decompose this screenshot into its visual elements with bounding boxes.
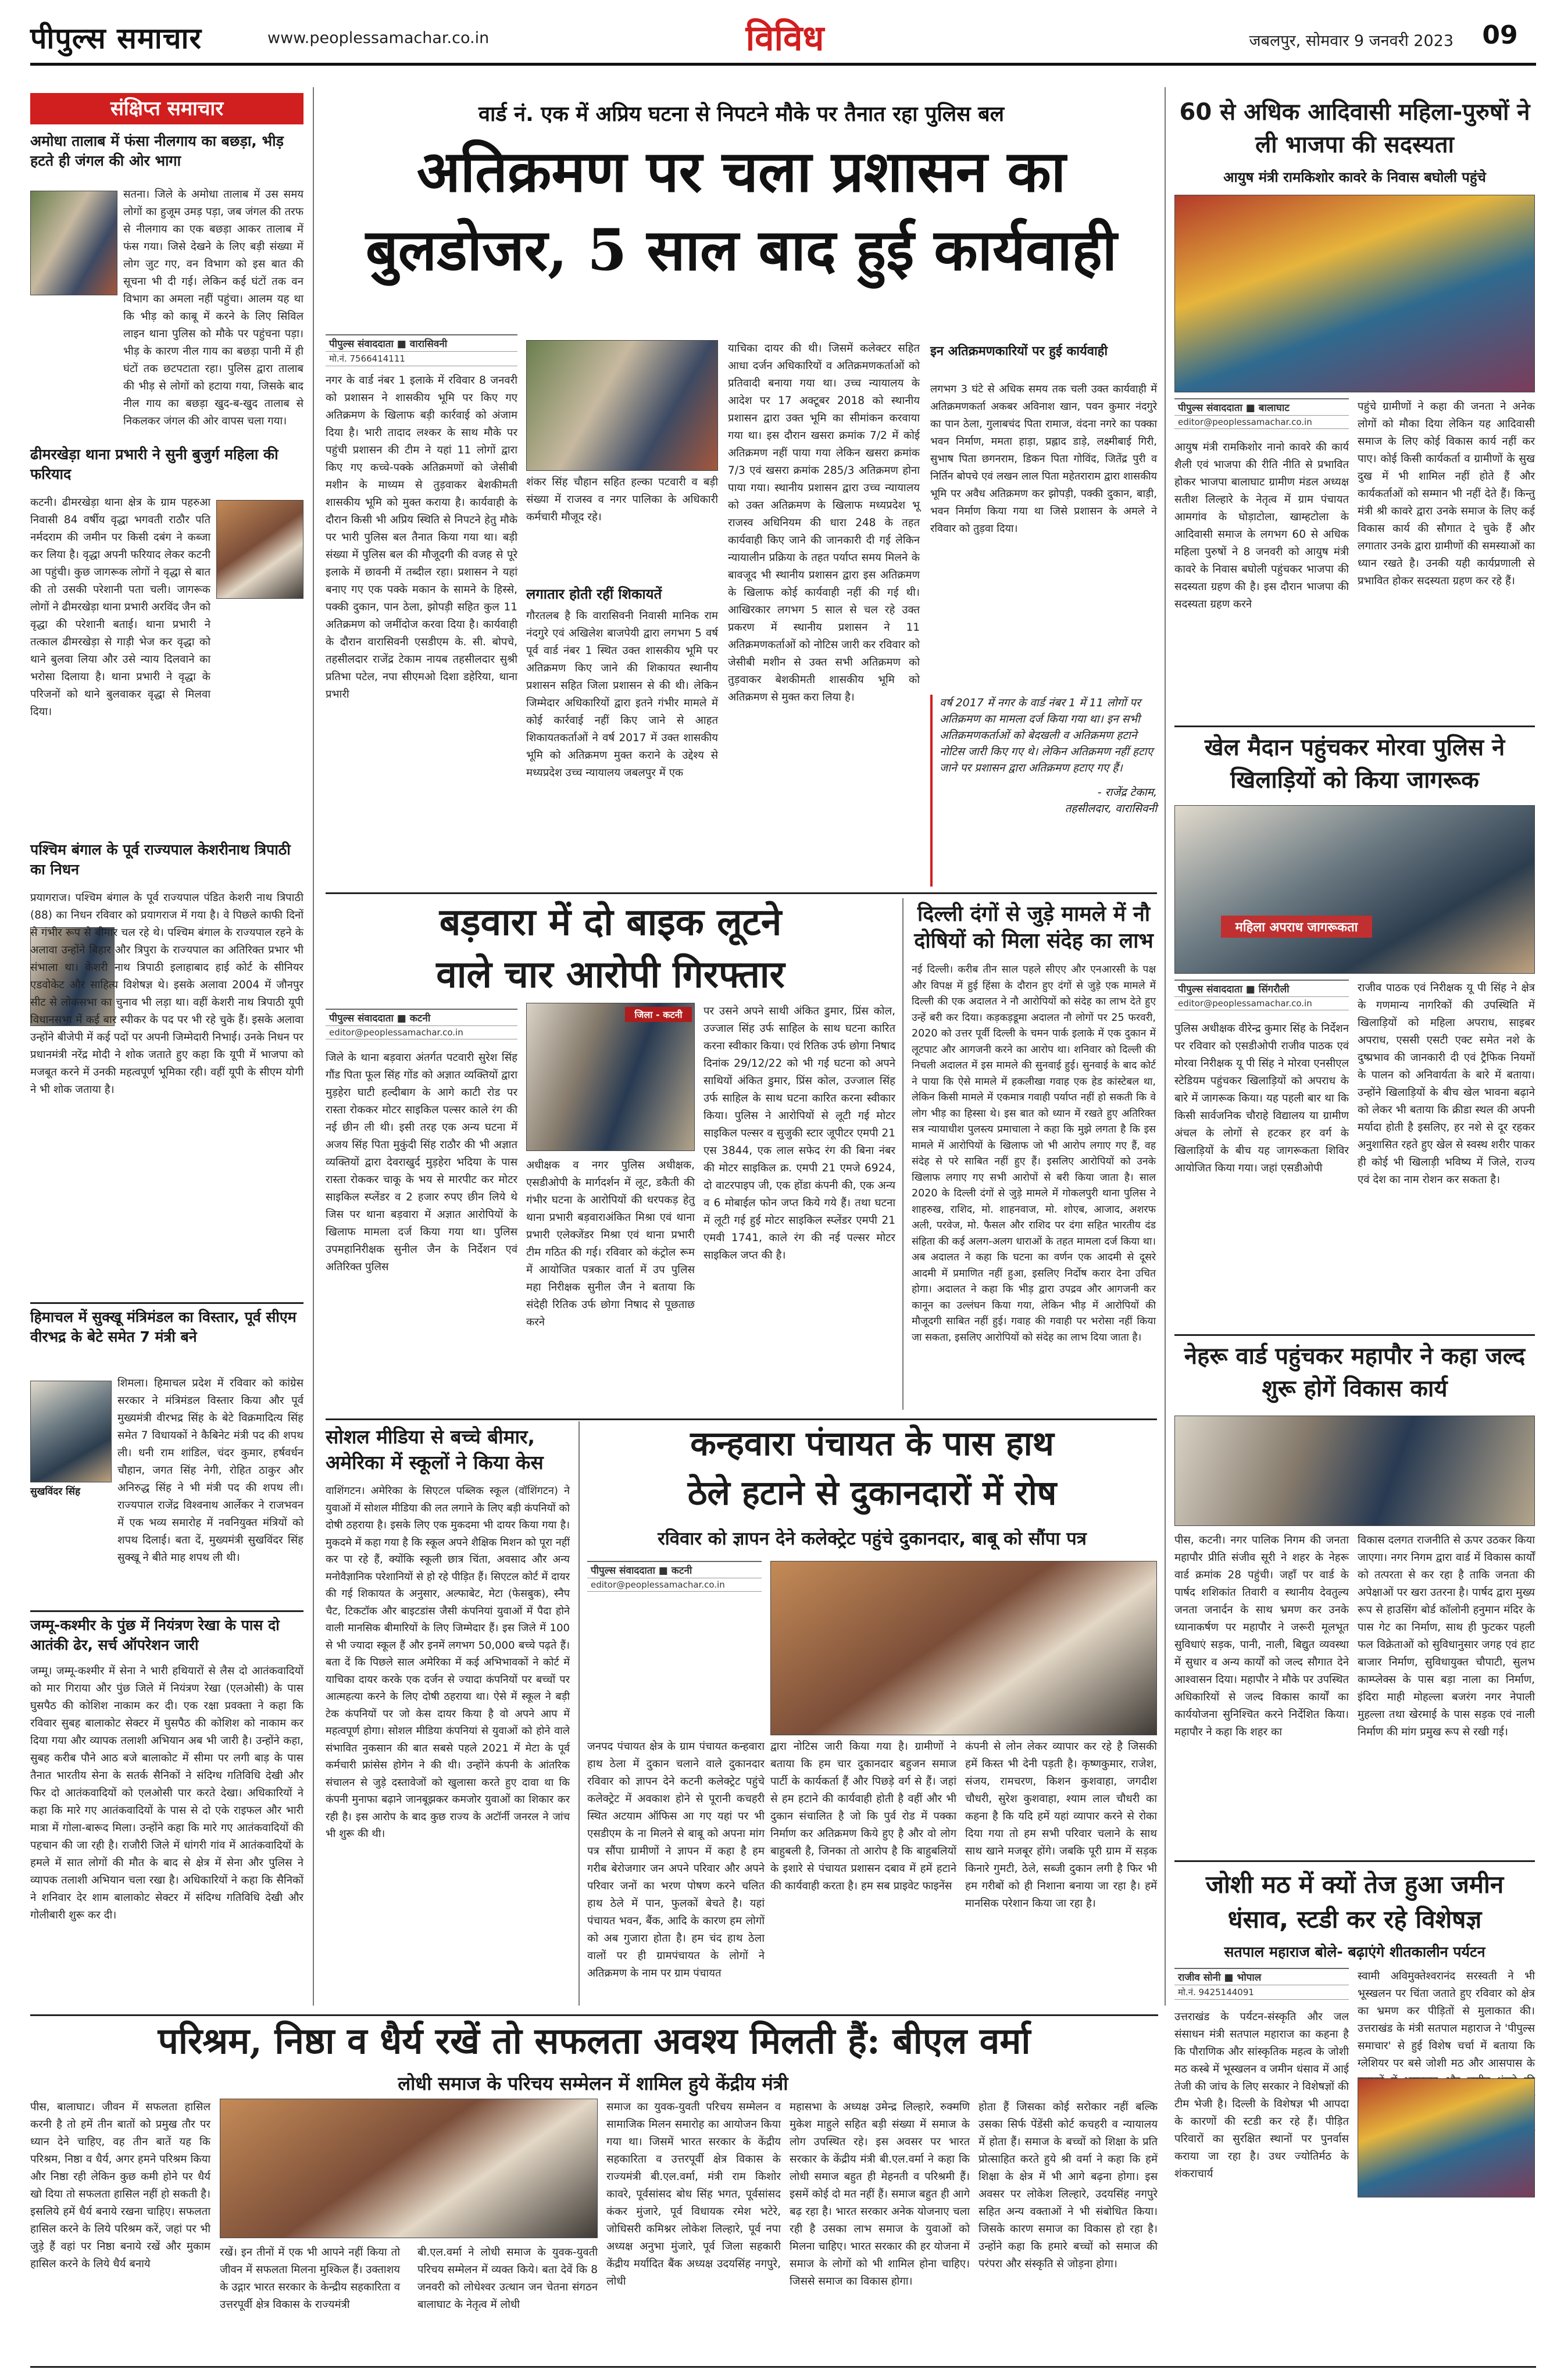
blverma-photo — [220, 2099, 598, 2238]
joshimath-phone: मो.नं. 9425144091 — [1174, 1985, 1349, 2000]
kanhwara-photo — [770, 1561, 1157, 1735]
nehru-col-2: विकास दलगत राजनीति से ऊपर उठकर किया जाएगा। नगर निगम द्वारा वार्ड में विकास कार्यों को तत्परता से कर रहा है ताकि जनता की अपेक्षाओं पर खरा उतरना है। पार्षद द्वारा मुख्य रूप से हाउसिंग बोर्ड कॉलोनी हनुमान मंदिर के पास गेट का निर्माण, साथ ही फुटकर पहली फल विक्रेताओं को सुविधानुसार जगह एवं हाट बाजार निर्माण, सुविधायुक्त चौपाटी, सुलभ काम्प्लेक्स के पास बड़ा नाला का निर्माण, इंदिरा माही मोहल्ला बजरंग नगर नेपाली मुहल्ला तथा खेरमाई के पास सड़क एवं नाली निर्माण की मांग प्रमुख रूप से रखी गई। — [1358, 1534, 1535, 1738]
nehru-headline: नेहरू वार्ड पहुंचकर महापौर ने कहा जल्द शुरू होगें विकास कार्य — [1184, 1343, 1526, 1402]
column-rule — [578, 1421, 580, 2006]
tribal-col-1: आयुष मंत्री रामकिशोर नानो कावरे की कार्य शैली एवं भाजपा की रीति नीति से प्रभावित होकर भाजपा बालाघाट ग्रामीण मंडल अध्यक्ष सतीश लिल्हारे के नेतृत्व में ग्राम पंचायत आमगांव के घोड़ाटोला, खाम्हटोला के आदिवासी समाज के लगभग 60 से अधिक महिला पुरुषों ने 8 जनवरी को आयुष मंत्री कावरे के निवास बघोली पहुंचकर भाजपा की सदस्यता ग्रहण की है। इस दौरान भाजपा की सदस्यता ग्रहण करने — [1174, 441, 1349, 610]
brief-5-headline: जम्मू-कश्मीर के पुंछ में नियंत्रण रेखा के पास दो आतंकी ढेर, सर्च ऑपरेशन जारी — [30, 1610, 303, 1655]
lead-headline-2: बुलडोजर, 5 साल बाद हुई कार्यवाही — [365, 217, 1117, 284]
tribal-headline: 60 से अधिक आदिवासी महिला-पुरुषों ने ली भाजपा की सदस्यता — [1179, 99, 1530, 158]
masthead-rule — [30, 63, 1536, 66]
brief-column — [30, 93, 303, 1977]
section-rule — [326, 892, 1157, 894]
badwara-headline-2: वाले चार आरोपी गिरफ्तार — [436, 953, 785, 996]
kanhwara-col-3: कंपनी से लोन लेकर व्यापार कर रहे है जिसकी हमें किस्त भी देनी पड़ती है। कृष्णकुमार, राजेश, संजय, रामचरण, किशन कुशवाहा, जगदीश चौधरी, सुरेश कुशवाहा, श्याम लाल चौधरी का कहना है कि यदि हमें यहां व्यापार करने से रोका दिया गया तो हम सभी परिवार चलाने के साथ साथ खाने मजबूर होंगे। जबकि पूरी ग्राम में सड़क किनारे गुमटी, ठेले, सब्जी दुकान लगी है फिर भी हम गरीबों को ही निशाना बनाया जा रहा है। हमें मानसिक परेशान किया जा रहा है। — [965, 1741, 1157, 1910]
tribal-photo — [1174, 195, 1535, 392]
column-rule — [313, 87, 314, 2006]
social-text: वाशिंगटन। अमेरिका के सिएटल पब्लिक स्कूल (वॉशिंगटन) ने युवाओं में सोशल मीडिया की लत लगाने के लिए बड़ी कंपनियों को दोषी ठहराया है। इसके लिए एक मुकदमा भी दायर किया गया है। मुकदमे में कहा गया है कि स्कूल अपने शैक्षिक मिशन को पूरा नहीं कर पा रहे हैं, क्योंकि स्कूली छात्र चिंता, अवसाद और अन्य मनोवैज्ञानिक परेशानियों से हो रहे पीड़ित हैं। सिएटल कोर्ट में दायर की गई शिकायत के अनुसार, अल्फाबेट, मेटा (फेसबुक), स्नैप चैट, टिकटॉक और बाइटडांस जैसी कंपनियां युवाओं में पैदा होने वाली मानसिक बीमारियों के लिए जिम्मेदार हैं। इस जिले में 100 से भी ज्यादा स्कूल हैं और इनमें लगभग 50,000 बच्चे पढ़ते हैं। बता दें कि पिछले साल अमेरिका में कई अभिभावकों ने कोर्ट में याचिका दायर करके एक दर्जन से ज्यादा कंपनियों पर बच्चों पर आत्महत्या करने के लिए दोषी ठहराया था। ऐसे में स्कूल ने बड़ी टेक कंपनियों पर जो केस दायर किया है वो अपने आप में महत्वपूर्ण होगा। सोशल मीडिया कंपनियां से युवाओं को होने वाले संभावित नुकसान की बात सबसे पहले 2021 में मेटा के पूर्व कर्मचारी फ्रांसेस होगेन ने की थी। उन्होंने कंपनी के आंतरिक संचालन से जुड़े दस्तावेजों को खुलासा करते हुए दावा था कि कंपनी मुनाफा बढ़ाने जानबूझकर कमजोर युवाओं का शिकार कर रही है। इस आरोप के बाद कुछ राज्य के अटॉर्नी जनरल ने जांच भी शुरू की थी। — [326, 1485, 570, 1840]
badwara-photo-label: जिला - कटनी — [625, 1007, 692, 1022]
brief-4-headline: हिमाचल में सुक्खू मंत्रिमंडल का विस्तार, पूर्व सीएम वीरभद्र के बेटे समेत 7 मंत्री बने — [30, 1302, 303, 1347]
tribal-col-2: पहुंचे ग्रामीणों ने कहा की जनता ने अनेक लोगों को मौका दिया लेकिन यह आदिवासी समाज के लिए कोई विकास कार्य नहीं कर पाए। कोई किसी कार्यकर्ता व ग्रामीणों के सुख दुख में भी शामिल नहीं होते हैं और कार्यकर्ताओं को सम्मान भी नहीं देते हैं। किन्तु मंत्री श्री कावरे द्वारा उनके समाज के लिए कई विकास कार्य की सौगात दे चुके हैं और लगातार उनके द्वारा ग्रामीणों की समस्याओं का ध्यान रखते है। उनकी यही कार्यप्रणाली से प्रभावित होकर सदस्यता ग्रहण कर रहे हैं। — [1358, 401, 1535, 587]
joshimath-col-2: स्वामी अविमुक्तेश्वरानंद सरस्वती ने भी भूस्खलन पर चिंता जताते हुए रविवार को क्षेत्र का भ्रमण कर पीड़ितों से मुलाकात की। उत्तराखंड के मंत्री सतपाल महाराज ने 'पीपुल्स समाचार' से हुई विशेष चर्चा में बताया कि ग्लेशियर पर बसे जोशी मठ और आसपास के — [1358, 1970, 1535, 2070]
brief-2-headline: ढीमरखेड़ा थाना प्रभारी ने सुनी बुजुर्ग महिला की फरियाद — [30, 446, 278, 483]
joshimath-subhead: सतपाल महाराज बोले- बढ़ाएंगे शीतकालीन पर्यटन — [1224, 1943, 1485, 1960]
blverma-col-5: महासभा के अध्यक्ष उमेन्द्र लिल्हारे, रुक्मणि मुकेश माहुले सहित बड़ी संख्या में समाज के लोग उपस्थित रहे। इस अवसर पर भारत सरकार के केंद्रीय मंत्री बी.एल.वर्मा ने कहा कि लोधी समाज बहुत ही मेहनती व परिश्रमी हैं। इसमें कोई दो मत नहीं हैं। समाज बहुत ही आगे बढ़ रहा है। भारत सरकार अनेक योजनाए चला रही है उसका लाभ समाज के युवाओं को मिलना चाहिए। भारत सरकार की हर योजना में समाज के लोगों को भी शामिल होना चाहिए। जिससे समाज का विकास होगा। — [790, 2101, 970, 2288]
sports-photo-banner: महिला अपराध जागरूकता — [1221, 916, 1372, 938]
lead-side-text: लगभग 3 घंटे से अधिक समय तक चली उक्त कार्यवाही में अतिक्रमणकर्ता अकबर अविनाश खान, पवन कुमार नंदगुरे का पान ठेला, गुलाबचंद पिता रामाज, वंदना नगरे का पक्का भवन निर्माण, ममता हाड़ा, प्रह्लाद डाड़े, लक्ष्मीबाई गिरी, सुभाष पिता छगनराम, डिकन पिता गोविंद, जितेंद्र पुरी व निर्तिन बोपचे एवं लखन लाल पिता महेतराराम द्वारा शासकीय भूमि पर अवैध अतिक्रमण कर झोपड़ी, पक्की दुकान, बाड़ी, भवन निर्माण किया गया था जिसे प्रशासन के अमले ने रविवार को तुड़वा दिया। — [930, 383, 1157, 535]
brief-3-headline: पश्चिम बंगाल के पूर्व राज्यपाल केशरीनाथ त्रिपाठी का निधन — [30, 841, 291, 878]
lead-phone: मो.नं. 7566414111 — [326, 352, 517, 366]
section-rule — [1174, 1860, 1535, 1862]
brief-4-text: शिमला। हिमाचल प्रदेश में रविवार को कांग्रेस सरकार ने मंत्रिमंडल विस्तार किया और पूर्व मुख्यमंत्री वीरभद्र सिंह के बेटे विक्रमादित्य सिंह समेत 7 विधायकों ने कैबिनेट मंत्री पद की शपथ ली। धनी राम शांडिल, चंदर कुमार, हर्षवर्धन चौहान, जगत सिंह नेगी, रोहित ठाकुर और अनिरुद्ध सिंह ने भी मंत्री पद की शपथ ली। राज्यपाल राजेंद्र विश्वनाथ आर्लेकर ने राजभवन में एक भव्य समारोह में नवनियुक्त मंत्रियों को शपथ दिलाई। बता दें, मुख्यमंत्री सुखविंदर सिंह सुक्खू ने बीते माह शपथ ली थी। — [117, 1377, 303, 1564]
lead-side-head: इन अतिक्रमणकारियों पर हुई कार्यवाही — [930, 344, 1108, 359]
kanhwara-byline: पीपुल्स संवाददाता ■ कटनी — [587, 1561, 762, 1578]
masthead-logo: पीपुल्स समाचार — [30, 21, 202, 55]
joshimath-headline-1: जोशी मठ में क्यों तेज हुआ जमीन — [1205, 1870, 1504, 1899]
badwara-headline-1: बड़वारा में दो बाइक लूटने — [439, 900, 782, 944]
tribal-email: editor@peoplessamachar.co.in — [1174, 416, 1349, 429]
section-rule — [326, 1418, 1157, 1420]
brief-4-caption: सुखविंदर सिंह — [30, 1486, 81, 1498]
blverma-col-6: होता हैं जिसका कोई सरोकार नहीं बल्कि उसका सिर्फ पेंडेंसी कोर्ट कचहरी व न्यायालय में होता हैं। समाज के बच्चों को शिक्षा के प्रति प्रोत्साहित करते हुये श्री वर्मा ने कहा कि हमें शिक्षा के क्षेत्र में भी आगे बढ़ना होगा। इस अवसर पर लोकेश लिल्हारे, उदयसिंह नगपुरे सहित अन्य वक्ताओं ने भी संबोधित किया। जिसके कारण समाज का विकास हो रहा है। उन्होंने कहा कि हमारे बच्चों को समाज की परंपरा और संस्कृति से जोड़ना होगा। — [979, 2101, 1158, 2270]
lead-byline: पीपुल्स संवाददाता ■ वारासिवनी — [326, 334, 517, 352]
joshimath-headline-2: धंसाव, स्टडी कर रहे विशेषज्ञ — [1227, 1905, 1482, 1934]
nehru-photo — [1174, 1416, 1535, 1526]
badwara-col-3: पर उसने अपने साथी अंकित डुमार, प्रिंस कोल, उज्जाल सिंह उर्फ साहिल के साथ घटना कारित करना स्वीकार किया। एवं रितिक उर्फ छोगा निषाद दिनांक 29/12/22 को भी गई घटना को अपने साथियों अंकित डुमार, प्रिंस कोल, उज्जाल सिंह उर्फ साहिल के साथ घटना कारित करना स्वीकार किया। पुलिस ने आरोपियों से लूटी गई मोटर साइकिल पल्सर व सुजुकी स्टार जूपीटर एमपी 21 एस 3844, एक लाल सफेद रंग की बिना नंबर की मोटर साइकिल क्र. एमपी 21 एमजे 6924, दो वाटरपाइप जी, एक होंडा कंपनी की, एक अन्य व 6 मोबाईल फोन जप्त किये गये हैं। तथा घटना में लूटी गई हुई मोटर साइकिल स्प्लेंडर एमपी 21 एमवी 1741, काले रंग की नई पल्सर मोटर साइकिल जप्त की है। — [703, 1005, 895, 1262]
brief-1-text: सतना। जिले के अमोधा तालाब में उस समय लोगों का हुजूम उमड़ पड़ा, जब जंगल की तरफ से नीलगाय का एक बछड़ा आकर तालाब में फंस गया। जिसे देखने के लिए बड़ी संख्या में लोग जुट गए, वन विभाग को इस बात की सूचना भी दी गई। लेकिन कई घंटों तक वन विभाग का अमला नहीं पहुंचा। आलम यह था कि भीड़ को काबू में करने के लिए सिविल लाइन थाना पुलिस को मौके पर पहुंचना पड़ा। भीड़ के कारण नील गाय का बछड़ा पानी में ही घंटों तक छटपटाता रहा। पुलिस द्वारा तालाब की भीड़ से लोगों को हटाया गया, जिसके बाद नील गाय का बछड़ा खुद-ब-खुद तालाब से निकलकर जंगल की ओर वापस चला गया। — [123, 188, 303, 427]
blverma-col-4: समाज का युवक-युवती परिचय सम्मेलन व सामाजिक मिलन समारोह का आयोजन किया गया था। जिसमें भारत सरकार के केंद्रीय सहकारिता व उत्तरपूर्वी क्षेत्र विकास के राज्यमंत्री बी.एल.वर्मा, मंत्री राम किशोर कावरे, पूर्वसांसद बोध सिंह भगत, पूर्वसांसद कंकर मुंजारे, पूर्व विधायक रमेश भटेरे, जोधिसरी कमिश्नर लोकेश लिल्हारे, पूर्व नपा अध्यक्ष अनुभा मुंजारे, पूर्व जिला सहकारी केंद्रीय मर्यादित बैंक अध्यक्ष उदयसिंह नगपुरे, लोधी — [606, 2101, 781, 2288]
sports-byline: पीपुल्स संवाददाता ■ सिंगरौली — [1174, 980, 1349, 997]
tribal-byline: पीपुल्स संवाददाता ■ बालाघाट — [1174, 398, 1349, 416]
lead-col-1: नगर के वार्ड नंबर 1 इलाके में रविवार 8 जनवरी को प्रशासन ने शासकीय भूमि पर किए गए अतिक्रमण के खिलाफ बड़ी कार्रवाई को अंजाम दिया है। भारी तादाद लश्कर के साथ मौके पर पहुंची प्रशासन की टीम ने यहां 11 लोगों द्वारा किए गए कच्चे-पक्के अतिक्रमणों को जेसीबी मशीन के माध्यम से तुड़वाकर बेशकीमती शासकीय भूमि को मुक्त कराया है। कार्यवाही के दौरान किसी भी अप्रिय स्थिति से निपटने हेतु मौके पर भारी पुलिस बल तैनात किया गया था। बड़ी संख्या में पुलिस बल की मौजूदगी की वजह से पूरे इलाके में छावनी में तब्दील रहा। प्रशासन ने यहां बनाए गए एक पक्के मकान के सामने के हिस्से, पक्की दुकान, पान ठेला, झोपड़ी सहित कुल 11 अतिक्रमण को जमींदोज करवा दिया है। कार्यवाही के दौरान वारासिवनी एसडीएम के. सी. बोपचे, तहसीलदार राजेंद्र टेकाम नायब तहसीलदार सुश्री प्रतिभा पटेल, नपा सीएमओ दिशा डहेरिया, थाना प्रभारी — [326, 374, 517, 701]
lead-subhead: लगातार होती रहीं शिकायतें — [526, 586, 662, 602]
lead-pull-author: - राजेंद्र टेकाम, — [1097, 786, 1157, 799]
brief-4-photo — [30, 1381, 112, 1482]
sports-col-1: पुलिस अधीक्षक वीरेन्द्र कुमार सिंह के निर्देशन पर रविवार को एसडीओपी राजीव पाठक एवं मोरवा निरीक्षक यू पी सिंह ने मोरवा एनसीएल स्टेडियम पहुंचकर खिलाड़ियों को अपराध के बारे में जागरूक किया। यह पहली बार था कि किसी सार्वजनिक चौराहे विद्यालय या ग्रामीण अंचल के लोगों से हटकर हर वर्ग के खिलाड़ियों के बीच यह जागरूकता शिविर आयोजित किया गया। जहां एसडीओपी — [1174, 1023, 1349, 1174]
joshimath-byline: राजीव सोनी ■ भोपाल — [1174, 1968, 1349, 1985]
lead-col-2: गौरतलब है कि वारासिवनी निवासी मानिक राम नंदगुरे एवं अखिलेश बाजपेयी द्वारा लगभग 5 वर्ष पूर्व वार्ड नंबर 1 स्थित उक्त शासकीय भूमि पर अतिक्रमण किए जाने की शिकायत स्थानीय प्रशासन सहित जिला प्रशासन से की थी। लेकिन जिम्मेदार अधिकारियों द्वारा इतने गंभीर मामले में कोई कार्रवाई नहीं किए जाने से आहत शिकायतकर्ताओं ने वर्ष 2017 में उक्त शासकीय भूमि को अतिक्रमण मुक्त कराने के उद्देश्य से मध्यप्रदेश उच्च न्यायालय जबलपुर में एक — [526, 610, 718, 779]
sports-col-2: राजीव पाठक एवं निरीक्षक यू पी सिंह ने क्षेत्र के गणमान्य नागरिकों की उपस्थिति में खिलाड़ियों को महिला अपराध, साइबर अपराध, एससी एसटी एक्ट समेत नशे के दुष्प्रभाव की जानकारी दी एवं ट्रैफिक नियमों के पालन को अनिवार्यता के बारे में बताया। उन्होंने खिलाड़ियों के बीच खेल भावना बढ़ाने को लेकर भी बताया कि क्रीडा स्थल की अपनी मर्यादा होती है इसलिए, हर नशे से दूर रहकर अनुशासित रहते हुए खेल से स्वस्थ शरीर पाकर ही कोई भी खिलाड़ी भविष्य में जिले, राज्य एवं देश का नाम रोशन कर सकता है। — [1358, 982, 1535, 1186]
kanhwara-headline-2: ठेले हटाने से दुकानदारों में रोष — [687, 1473, 1057, 1513]
tribal-subhead: आयुष मंत्री रामकिशोर कावरे के निवास बघोली पहुंचे — [1223, 169, 1486, 185]
brief-2-text: कटनी। ढीमरखेड़ा थाना क्षेत्र के ग्राम पहरुआ निवासी 84 वर्षीय वृद्धा भगवती राठौर पति नर्मदराम की जमीन पर किसी दबंग ने कब्जा कर लिया है। वृद्धा अपनी फरियाद लेकर कटनी आ पहुंची। कुछ जागरूक लोगों ने वृद्धा से बात की तो उसकी परेशानी पता चली। जागरूक लोगों ने ढीमरखेड़ा थाना प्रभारी अरविंद जैन को वृद्धा की परेशानी बताई। थाना प्रभारी ने तत्काल ढीमरखेड़ा से गाड़ी भेज कर वृद्धा को थाने बुलवा लिया और उसे न्याय दिलवाने का भरोसा दिलाया है। थाना प्रभारी ने वृद्धा के परिजनों को थाने बुलवाकर वृद्धा से मिलवा दिया। — [30, 496, 210, 718]
joshimath-col-2b — [1358, 2203, 1535, 2357]
badwara-byline: पीपुल्स संवाददाता ■ कटनी — [326, 1009, 517, 1026]
brief-title: संक्षिप्त समाचार — [30, 93, 303, 124]
lead-kicker: वार्ड नं. एक में अप्रिय घटना से निपटने मौके पर तैनात रहा पुलिस बल — [478, 102, 1005, 126]
section-rule — [1174, 1334, 1535, 1336]
brief-1-headline: अमोधा तालाब में फंसा नीलगाय का बछड़ा, भीड़ हटते ही जंगल की ओर भागा — [30, 133, 284, 169]
delhi-text: नई दिल्ली। करीब तीन साल पहले सीएए और एनआरसी के पक्ष और विपक्ष में हुई हिंसा के दौरान हुए दंगों से जुड़े एक मामले में दिल्ली की एक अदालत ने नौ आरोपियों को संदेह का लाभ देते हुए उन्हें बरी कर दिया। कड़कड़डूमा अदालत नौ लोगों पर 25 फरवरी, 2020 को उत्तर पूर्वी दिल्ली के चमन पार्क इलाके में एक दुकान में लूटपाट और आगजनी करने का आरोप था। शनिवार को दिल्ली की निचली अदालत में इस मामले की सुनवाई हुई। सुनवाई के बाद कोर्ट ने पाया कि ऐसे मामले में हकलीखा गवाह एक हेड कांस्टेबल था, लेकिन किसी मामले में एकमात्र गवाही पर्याप्त नहीं हो सकती कि वे लोग भीड़ का हिस्सा थे। इस बात को ध्यान में रखते हुए अतिरिक्त सत्र न्यायाधीश पुलस्त्य प्रमाचाला ने कहा कि मुझे लगता है कि इस मामले में आरोपियों के खिलाफ जो भी आरोप लगाए गए हैं, वह संदेह से परे साबित नहीं हुए हैं। इसलिए आरोपियों को उनके खिलाफ लगाए गए सभी आरोपों से बरी किया जाता है। साल 2020 के दिल्ली दंगों से जुड़े मामले में गोकलपुरी थाना पुलिस ने शाहरुख, राशिद, मो. शाहनवाज, मो. शोएब, आजाद, अशरफ अली, परवेज, मो. फैसल और राशिद पर दंगा सहित भारतीय दंड संहिता की कई अलग-अलग धाराओं के तहत मामला दर्ज किया था। अब अदालत ने कहा कि घटना का वर्णन एक आदमी से दूसरे आदमी में प्रमाणित नहीं हुआ, इसलिए निर्दोष करार देना उचित होगा। अदालत ने कहा कि भीड़ द्वारा उपद्रव और आगजनी कर कानून का उल्लंघन किया गया, लेकिन भीड़ में आरोपियों की मौजूदगी साबित नहीं हुई। गवाह की गवाही पर भरोसा नहीं किया जा सकता, इसलिए आरोपियों को संदेह का लाभ दिया जाता है। — [912, 964, 1156, 1343]
lead-pull-quote-box — [930, 695, 1157, 887]
masthead-website: www.peoplessamachar.co.in — [267, 29, 490, 47]
lead-photo-caption: शंकर सिंह चौहान सहित हल्का पटवारी व बड़ी संख्या में राजस्व व नगर पालिका के अधिकारी कर्मचारी मौजूद रहे। — [526, 476, 718, 523]
lead-photo — [526, 340, 718, 471]
blverma-subhead: लोधी समाज के परिचय सम्मेलन में शामिल हुये केंद्रीय मंत्री — [398, 2072, 788, 2095]
brief-5-text: जम्मू। जम्मू-कश्मीर में सेना ने भारी हथियारों से लैस दो आतंकवादियों को मार गिराया और पुंछ जिले में नियंत्रण रेखा (एलओसी) के पास घुसपैठ की कोशिश नाकाम कर दी। एक रक्षा प्रवक्ता ने कहा कि रविवार सुबह बालाकोट सेक्टर में घुसपैठ की कोशिश को नाकाम कर दिया गया और व्यापक तलाशी अभियान अब भी जारी है। उन्होंने कहा, सुबह करीब पौने आठ बजे बालाकोट में सीमा पर लगी बाड़ के पास तैनात भारतीय सेना के सतर्क सैनिकों ने संदिग्ध गतिविधि देखी और फिर दो आतंकवादियों को एलओसी पार करते देखा। अधिकारियों ने कहा कि मारे गए आतंकवादियों के पास से दो एके राइफल और भारी मात्रा में गोला-बारूद मिला। उन्होंने कहा कि मारे गए आतंकवादियों की पहचान की जा रही है। राजौरी जिले में धांगरी गांव में आतंकवादियों के हमले में सात लोगों की मौत के बाद से क्षेत्र में सेना और पुलिस ने व्यापक तलाशी अभियान चला रखा है। अधिकारियों ने कहा कि सैनिकों ने शनिवार देर शाम बालाकोट सेक्टर में संदिग्ध गतिविधि देखी और गोलीबारी शुरू कर दी। — [30, 1665, 303, 1921]
lead-pull-quote: वर्ष 2017 में नगर के वार्ड नंबर 1 में 11 लोगों पर अतिक्रमण का मामला दर्ज किया गया था। इन सभी अतिक्रमणकर्ताओं को बेदखली व अतिक्रमण हटाने नोटिस जारी किए गए थे। लेकिन अतिक्रमण नहीं हटाए जाने पर प्रशासन द्वारा अतिक्रमण हटाए गए हैं। — [940, 696, 1153, 774]
social-headline: सोशल मीडिया से बच्चे बीमार, अमेरिका में स्कूलों ने किया केस — [326, 1425, 544, 1474]
kanhwara-email: editor@peoplessamachar.co.in — [587, 1578, 762, 1592]
kanhwara-col-2: द्वारा नोटिस जारी किया गया है। ग्रामीणों ने बताया कि हम चार दुकानदार बहुजन समाज पार्टी के कार्यकर्ता हैं और पिछड़े वर्ग से हैं। जहां से हम हटाने की कार्यवाही होती है वहीं और भी दुकान संचालित है जो कि पुर्व रोड में पक्का निर्माण कर अतिक्रमण किये हुए है और वो लोग बाहुबली है, जिनका तो आरोप है कि बाहुबलियों के इशारे से पंचायत प्रशासन दबाव में हमें हटाने की कार्यवाही करता है। हम सब प्राइवेट फाइनेंस — [770, 1741, 956, 1892]
blverma-col-2: रखें। इन तीनों में एक भी आपने नहीं किया तो जीवन में सफलता मिलना मुश्किल हैं। उक्ताशय के उद्गार भारत सरकार के केन्द्रीय सहकारिता व उत्तरपूर्वी क्षेत्र विकास के राज्यमंत्री — [220, 2246, 400, 2311]
blverma-col-1: पीस, बालाघाट। जीवन में सफलता हासिल करनी है तो हमें तीन बातों को प्रमुख तौर पर ध्यान देने चाहिए, वह तीन बातें यह कि परिश्रम, निष्ठा व धैर्य, अगर हमने परिश्रम किया और निष्ठा रही लेकिन कुछ कमी होने पर धैर्य खो दिया तो सफलता हासिल नहीं हो सकती है। इसलिये हमें धैर्य बनाये रखना चाहिए। सफलता हासिल करने के लिये परिश्रम करें, जहां पर भी जुड़े हैं वहां पर निष्ठा बनाये रखें और मुकाम हासिल करने के लिये धैर्य बनाये — [30, 2101, 210, 2270]
lead-headline-1: अतिक्रमण पर चला प्रशासन का — [416, 138, 1066, 205]
blverma-headline: परिश्रम, निष्ठा व धैर्य रखें तो सफलता अवश्य मिलती हैं: बीएल वर्मा — [158, 2020, 1031, 2062]
joshimath-col-1: उत्तराखंड के पर्यटन-संस्कृति और जल संसाधन मंत्री सतपाल महाराज का कहना है कि पौराणिक और सांस्कृतिक महत्व के जोशी मठ कस्बे में भूस्खलन व जमीन धंसाव में आई तेजी की जांच के लिए सरकार ने विशेषज्ञों की टीम भेजी है। दिल्ली के विशेषज्ञ भी आपदा के कारणों की स्टडी कर रहे हैं। पीड़ित परिवारों का सुरक्षित स्थानों पर पुनर्वास कराया जा रहा है। उधर ज्योतिर्मठ के शंकराचार्य — [1174, 2011, 1349, 2180]
footer-rule — [30, 2366, 1536, 2368]
delhi-headline: दिल्ली दंगों से जुड़े मामले में नौ दोषियों को मिला संदेह का लाभ — [914, 902, 1154, 953]
joshimath-photo — [1358, 2078, 1535, 2197]
sports-headline: खेल मैदान पहुंचकर मोरवा पुलिस ने खिलाड़ियों को किया जागरूक — [1204, 734, 1505, 794]
kanhwara-headline-1: कन्हवारा पंचायत के पास हाथ — [690, 1424, 1054, 1463]
page-number: 09 — [1482, 20, 1518, 50]
kanhwara-subhead: रविवार को ज्ञापन देने कलेक्ट्रेट पहुंचे दुकानदार, बाबू को सौंपा पत्र — [658, 1528, 1087, 1549]
section-rule — [1174, 726, 1535, 727]
section-rule — [30, 2014, 1158, 2016]
column-rule — [902, 898, 904, 1410]
kanhwara-col-1: जनपद पंचायत क्षेत्र के ग्राम पंचायत कन्हवारा हाथ ठेला में दुकान चलाने वाले दुकानदार रविवार को ज्ञापन देने कटनी कलेक्ट्रेट पहुंचे कलेक्ट्रेट में अवकाश होने से पूरानी कचहरी स्थित अटयाम ऑफिस आ गए यहां पर भी एसडीएम के ना मिलने से बाबू को अपना मांग पत्र सौंपा ग्रामीणों ने ज्ञापन में कहा है हम गरीब बेरोजगार जन अपने परिवार और अपने परिवार जनों का भरण पोषण करने चलित हाथ ठेले में पान, फुलकों बेचते है। यहां पंचायत भवन, बैंक, आदि के कारण हम लोगों को अब गुजारा होता है। हम चंद हाथ ठेला वालों पर ही ग्रामपंचायत के लोगों ने अतिक्रमण के नाम पर ग्राम पंचायत — [587, 1741, 765, 1979]
badwara-photo — [526, 1003, 695, 1151]
blverma-col-3: बी.एल.वर्मा ने लोधी समाज के युवक-युवती परिचय सम्मेलन में व्यक्त किये। बता देवें कि 8 जनवरी को लोधेश्वर उत्थान जन चेतना संगठन बालाघाट के नेतृत्व में लोधी — [417, 2246, 598, 2311]
lead-col-3: याचिका दायर की थी। जिसमें कलेक्टर सहित आधा दर्जन अधिकारियों व अतिक्रमणकर्ताओं को प्रतिवादी बनाया गया था। उच्च न्यायालय के आदेश पर 17 अक्टूबर 2018 को स्थानीय प्रशासन द्वारा उक्त भूमि का सीमांकन करवाया गया था। इस दौरान खसरा क्रमांक 7/2 में कोई अतिक्रमण नहीं पाया गया लेकिन खसरा क्रमांक 7/3 एवं खसरा क्रमांक 285/3 अतिक्रमण होना पाया गया। स्थानीय प्रशासन द्वारा उच्च न्यायालय को उक्त अतिक्रमण के खिलाफ मध्यप्रदेश भू राजस्व अधिनियम की धारा 248 के तहत कार्यवाही किए जाने की जानकारी दी गई लेकिन न्यायालीन प्रक्रिया के तहत पर्याप्त समय मिलने के बावजूद भी स्थानीय प्रशासन द्वारा इस अतिक्रमण के खिलाफ कोई कार्यवाही नहीं की गई थी। आखिरकार लगभग 5 साल से चल रहे उक्त प्रकरण में स्थानीय प्रशासन ने 11 अतिक्रमणकर्ताओं को नोटिस जारी कर रविवार को जेसीबी मशीन से उक्त सभी अतिक्रमण को तुड़वाकर बेशकीमती शासकीय भूमि को अतिक्रमण से मुक्त करा लिया है। — [728, 342, 920, 703]
section-title: विविध — [745, 18, 824, 59]
brief-3-text: प्रयागराज। पश्चिम बंगाल के पूर्व राज्यपाल पंडित केशरी नाथ त्रिपाठी (88) का निधन रविवार को प्रयागराज में गया है। वे पिछले काफी दिनों से गंभीर रूप से बीमार चल रहे थे। पश्चिम बंगाल के राज्यपाल रहने के अलावा उन्होंने बिहार और त्रिपुरा के राज्यपाल का अतिरिक्त प्रभार भी संभाला था। केशरी नाथ त्रिपाठी इलाहाबाद हाई कोर्ट के सीनियर एडवोकेट और साहित्य विशेषज्ञ थे। इसके अलावा 2004 में जौनपुर सीट से लोकसभा का चुनाव भी लड़ा था। वहीं केशरी नाथ त्रिपाठी यूपी विधानसभा में कई बार स्पीकर के पद पर भी रहे चुके हैं। इसके अलावा उन्होंने बीजेपी में कई पदों पर अपनी जिम्मेदारी निभाई। उनके निधन पर प्रधानमंत्री नरेंद्र मोदी ने शोक जताते हुए कहा कि यूपी में भाजपा को मजबूत करने में उनकी महत्वपूर्ण भूमिका रही। वहीं यूपी के सीएम योगी ने भी शोक जताया है। — [30, 892, 303, 1096]
dateline: जबलपुर, सोमवार 9 जनवरी 2023 — [1249, 32, 1454, 50]
lead-pull-role: तहसीलदार, वारासिवनी — [1065, 802, 1157, 815]
nehru-col-1: पीस, कटनी। नगर पालिक निगम की जनता महापौर प्रीति संजीव सूरी ने शहर के नेहरू वार्ड क्रमांक 28 पहुंची। जहाँ पर वार्ड के पार्षद शशिकांत तिवारी व स्थानीय देवतुल्य जनता जनार्दन के साथ भ्रमण कर उनके ध्यानाकर्षण पर महापौर ने जरूरी मूलभूत सुविधाएं सड़क, पानी, नाली, बिद्युत व्यवस्था में सुधार व अन्य कार्यों को जल्द सौगात देने आश्वासन दिया। महापौर ने मौके पर उपस्थित अधिकारियों से जल्द विकास कार्यों का कार्ययोजना सुनिश्चित करने निर्देशित किया। महापौर ने कहा कि शहर का — [1174, 1534, 1349, 1738]
column-rule — [1165, 87, 1166, 2006]
sports-email: editor@peoplessamachar.co.in — [1174, 997, 1349, 1010]
masthead — [0, 0, 1557, 58]
badwara-col-2: अधीक्षक व नगर पुलिस अधीक्षक, एसडीओपी के मार्गदर्शन में लूट, डकैती की गंभीर घटना के आरोपियों की धरपकड़ हेतु थाना प्रभारी बड़वाराअंकित मिश्रा एवं थाना प्रभारी एलेक्जेंडर मिश्रा एवं थाना प्रभारी टीम गठित की गई। रविवार को कंट्रोल रूम में आयोजित पत्रकार वार्ता में उप पुलिस महा निरीक्षक सुनील जैन ने बताया कि संदेही रितिक उर्फ छोगा निषाद से पूछताछ करने — [526, 1159, 695, 1328]
sports-photo — [1174, 805, 1535, 974]
badwara-col-1: जिले के थाना बड़वारा अंतर्गत पटवारी सुरेश सिंह गौंड पिता फूल सिंह गोंड को अज्ञात व्यक्तियों द्वारा मुड़हेरा घाटी हल्दीबाग के आगे काटी रोड पर रास्ता रोककर मोटर साइकिल पल्सर काले रंग की नई छीन ली थी। इसी तरह एक अन्य घटना में अजय सिंह पिता मुकुंदी सिंह राठौर की भी अज्ञात व्यक्तियों द्वारा देवराखुर्द मुड़हेरा भदिया के पास रास्ता रोककर चाकू के भय से मारपीट कर मोटर साइकिल स्प्लेंडर व 2 हजार रुपए छीन लिये थे जिस पर थाना बड़वारा में अज्ञात आरोपियों के खिलाफ मामला दर्ज किया गया था। पुलिस उपमहानिरीक्षक सुनील जैन के निर्देशन एवं अतिरिक्त पुलिस — [326, 1052, 517, 1273]
badwara-email: editor@peoplessamachar.co.in — [326, 1026, 517, 1039]
